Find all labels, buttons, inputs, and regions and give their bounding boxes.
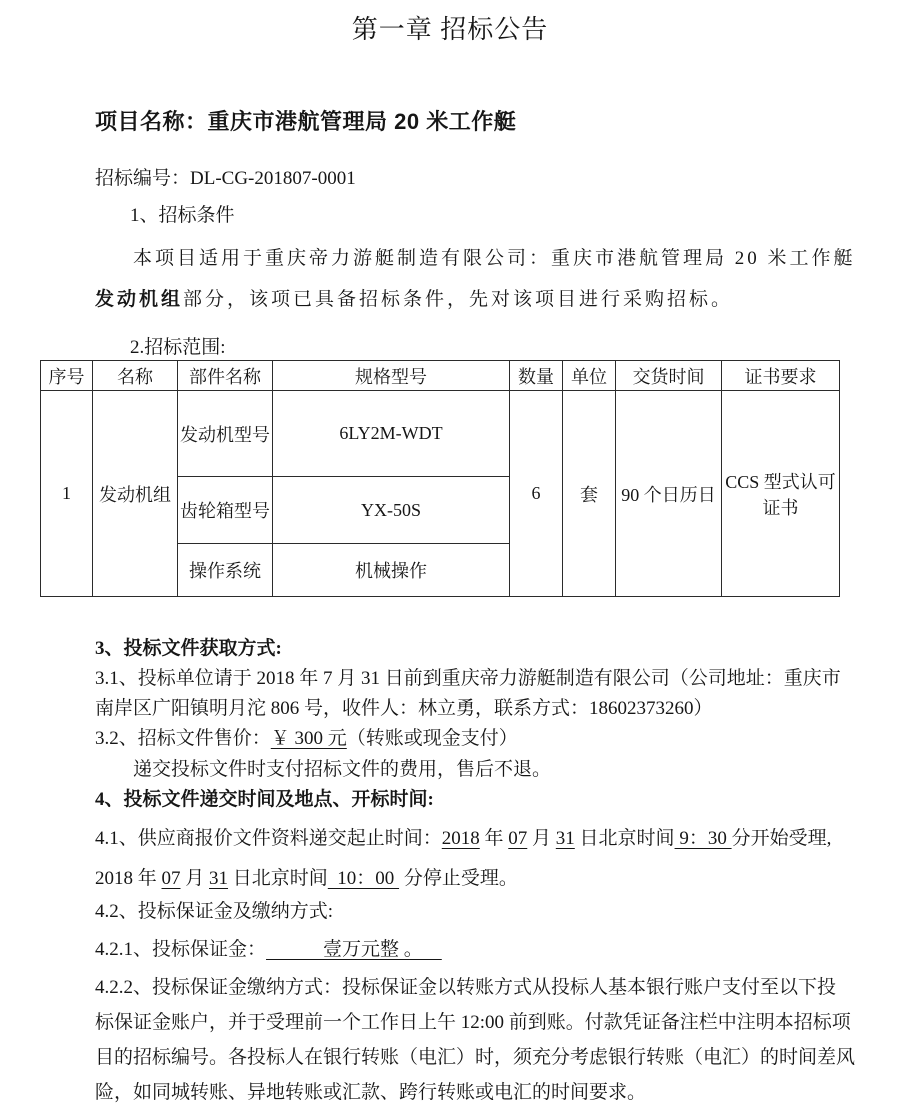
cell-spec-2: YX-50S [273, 477, 510, 544]
section-1-paragraph-line-2 [95, 288, 733, 313]
text-segment: 2018 年 [95, 868, 162, 889]
cell-spec-3: 机械操作 [273, 544, 510, 597]
clause-4-1-line-2 [95, 867, 518, 892]
tender-number: 招标编号：DL-CG-201807-0001 [95, 168, 356, 189]
section-4-heading: 4、投标文件递交时间及地点、开标时间: [95, 789, 434, 810]
underlined-text-segment: ￥ 300 元 [270, 728, 347, 749]
section-3-heading: 3、投标文件获取方式: [95, 638, 282, 659]
clause-4-2-2-line-2: 标保证金账户，并于受理前一个工作日上午 12:00 前到账。付款凭证备注栏中注明本招标项 [95, 1012, 851, 1033]
col-header-index: 序号 [41, 361, 93, 391]
cell-name: 发动机组 [93, 391, 178, 597]
cell-part-3: 操作系统 [178, 544, 273, 597]
table-row [41, 391, 840, 477]
cell-unit: 套 [563, 391, 616, 597]
section-1-heading: 1、招标条件 [130, 205, 235, 226]
col-header-delivery: 交货时间 [616, 361, 722, 391]
text-segment: 4.1、供应商报价文件资料递交起止时间： [95, 828, 442, 849]
underlined-text-segment: 31 [209, 868, 229, 889]
underlined-text-segment: 07 [161, 868, 181, 889]
cell-delivery: 90 个日历日 [616, 391, 722, 597]
underlined-text-segment: 10：00 [327, 868, 400, 889]
cell-qty: 6 [510, 391, 563, 597]
col-header-part: 部件名称 [178, 361, 273, 391]
col-header-qty: 数量 [510, 361, 563, 391]
tender-scope-table [40, 360, 840, 597]
col-header-name: 名称 [93, 361, 178, 391]
text-segment: 4.2.1、投标保证金： [95, 939, 267, 960]
clause-4-2-2-line-4: 险，如同城转账、异地转账或汇款、跨行转账或电汇的时间要求。 [95, 1082, 647, 1103]
text-segment: 年 [479, 828, 509, 849]
clause-3-2-price-line [95, 727, 518, 752]
clause-3-1-line-1: 3.1、投标单位请于 2018 年 7 月 31 日前到重庆帝力游艇制造有限公司（公司地址：重庆市 [95, 668, 841, 689]
clause-4-2-heading: 4.2、投标保证金及缴纳方式: [95, 901, 334, 922]
cell-cert: CCS 型式认可证书 [722, 391, 840, 597]
clause-4-1-line-1 [95, 827, 831, 852]
underlined-text-segment: 2018 [441, 828, 480, 849]
clause-4-2-2-line-1: 4.2.2、投标保证金缴纳方式：投标保证金以转账方式从投标人基本银行账户支付至以下投 [95, 977, 837, 998]
text-segment: 分停止受理。 [399, 868, 518, 889]
clause-3-1-line-2: 南岸区广阳镇明月沱 806 号，收件人：林立勇，联系方式：18602373260） [95, 698, 713, 719]
text-segment: 月 [527, 828, 556, 849]
text-segment: 3.2、招标文件售价： [95, 728, 271, 749]
cell-part-2: 齿轮箱型号 [178, 477, 273, 544]
col-header-cert: 证书要求 [722, 361, 840, 391]
text-segment: 月 [180, 868, 210, 889]
text-segment: 日北京时间 [574, 828, 675, 849]
col-header-spec: 规格型号 [273, 361, 510, 391]
underlined-text-segment: 壹万元整 。 [266, 939, 442, 960]
cell-index: 1 [41, 391, 93, 597]
paragraph-rest-text: 部分，该项已具备招标条件，先对该项目进行采购招标。 [183, 289, 734, 310]
text-segment: 分开始受理, [731, 828, 832, 849]
underlined-text-segment: 07 [508, 828, 528, 849]
section-1-paragraph-line-1: 本项目适用于重庆帝力游艇制造有限公司：重庆市港航管理局 20 米工作艇 [133, 248, 856, 269]
clause-3-payment-note: 递交投标文件时支付招标文件的费用，售后不退。 [133, 759, 552, 780]
cell-part-1: 发动机型号 [178, 391, 273, 477]
clause-4-2-2-line-3: 目的招标编号。各投标人在银行转账（电汇）时，须充分考虑银行转账（电汇）的时间差风 [95, 1047, 856, 1068]
underlined-text-segment: 31 [555, 828, 575, 849]
section-2-heading: 2.招标范围: [130, 337, 226, 358]
cell-spec-1: 6LY2M-WDT [273, 391, 510, 477]
project-name-heading: 项目名称：重庆市港航管理局 20 米工作艇 [95, 109, 517, 134]
chapter-title: 第一章 招标公告 [351, 15, 549, 44]
engine-unit-bold-text: 发动机组 [95, 289, 184, 310]
text-segment: （转账或现金支付） [346, 728, 518, 749]
text-segment: 日北京时间 [228, 868, 328, 889]
col-header-unit: 单位 [563, 361, 616, 391]
clause-4-2-1-deposit-line [95, 938, 442, 963]
table-header-row [41, 361, 840, 391]
underlined-text-segment: 9：30 [674, 828, 732, 849]
